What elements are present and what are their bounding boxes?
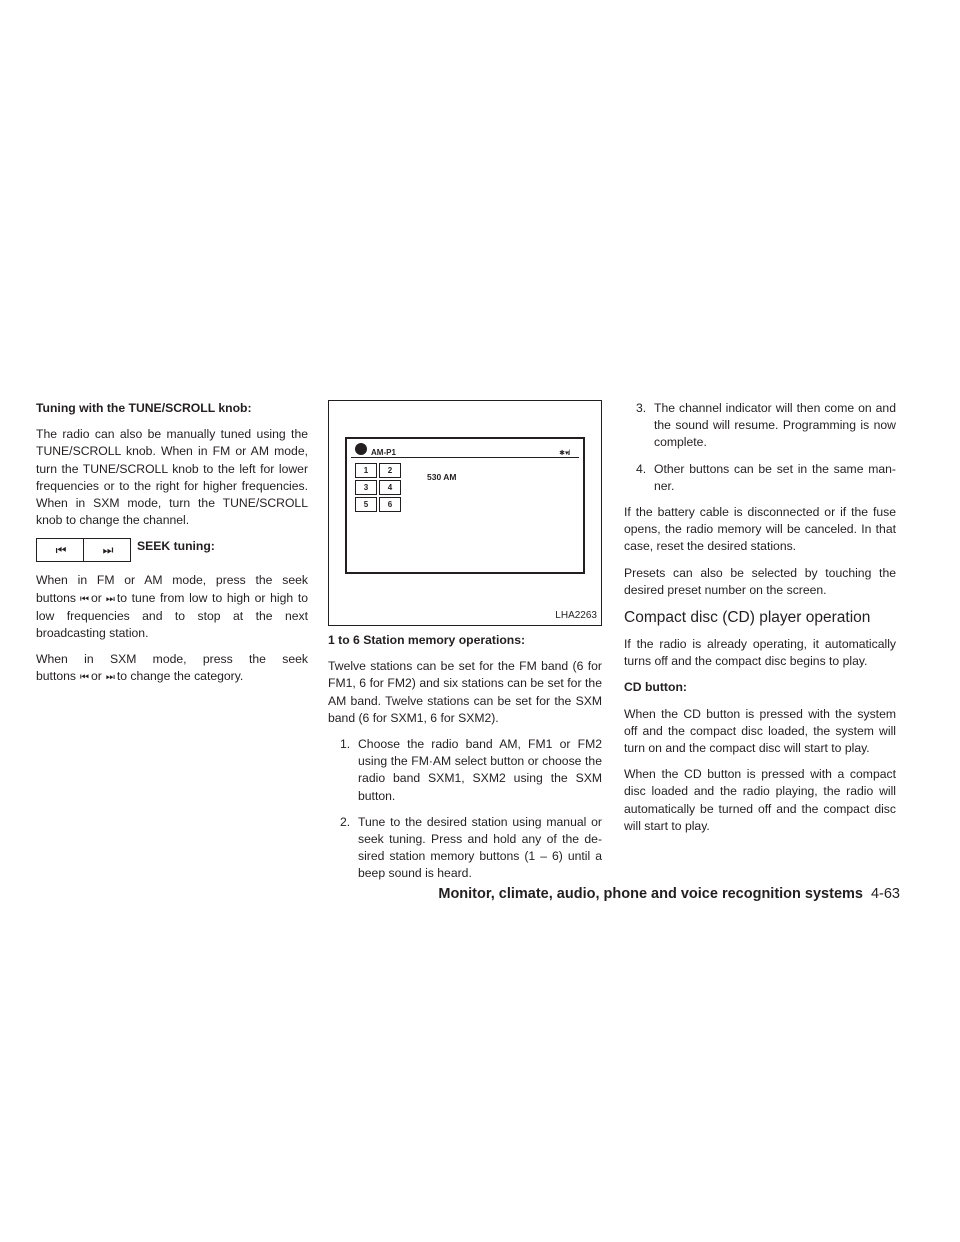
seek-tuning-label: SEEK tuning: <box>137 539 215 554</box>
radio-status-bar <box>351 443 579 458</box>
list-item <box>328 736 602 805</box>
seek-back-icon: ⏮ <box>36 538 84 562</box>
paragraph-cd-1: When the CD button is pressed with the system off and the compact disc loaded, the system will turn on and the compact disc will start to play. <box>624 706 896 756</box>
paragraph-seek-sxm <box>36 651 308 686</box>
paragraph-seek-fm-am <box>36 572 308 642</box>
seek-forward-inline-icon: ⏭ <box>105 593 113 605</box>
seek-fm-am-cont: or high to low frequencies and to stop at the next broadcasting station. <box>36 590 308 641</box>
figure-id: LHA2263 <box>555 609 597 621</box>
preset-button-5[interactable]: 5 <box>355 497 377 512</box>
frequency-readout: 530 AM <box>427 472 457 482</box>
memory-steps-list <box>328 736 602 883</box>
seek-back-inline-icon: ⏮ <box>79 593 87 605</box>
column-left <box>36 400 308 696</box>
seek-sxm-buttons-word: buttons <box>36 669 76 684</box>
page-footer <box>438 886 900 902</box>
seek-sxm-rest: to change the category. <box>116 669 244 684</box>
preset-button-4[interactable]: 4 <box>379 480 401 495</box>
list-item <box>328 814 602 883</box>
step-number: 3. <box>636 401 647 415</box>
seek-fm-am-rest: to tune from low to high <box>116 590 250 605</box>
memory-steps-list-cont <box>624 400 896 495</box>
list-item <box>624 400 896 452</box>
column-right <box>624 400 896 844</box>
preset-button-6[interactable]: 6 <box>379 497 401 512</box>
source-logo-icon <box>355 443 367 455</box>
paragraph-tune: The radio can also be manually tuned using the TUNE/SCROLL knob. When in FM or AM mode, turn the TUNE/SCROLL knob to the left for lower frequencies or to the right for higher frequencies. When in SXM mode, turn the TUNE/SCROLL knob to change the channel. <box>36 427 308 528</box>
step-number: 1. <box>340 737 351 752</box>
page-number: 4-63 <box>870 886 900 902</box>
step-text: Tune to the desired station using manual or seek tuning. Press and hold any of the de- sired station memory buttons (1 – 6) until a beep sound is heard. <box>358 814 602 881</box>
paragraph-battery: If the battery cable is disconnected or if the fuse opens, the radio memory will be canceled. In that case, reset the desired stations. <box>624 505 896 554</box>
seek-sxm-line1: When in SXM mode, press the seek <box>36 652 308 667</box>
seek-sxm-or-word: or <box>90 669 102 684</box>
radio-screen-figure <box>328 400 602 626</box>
heading-cd-operation: Compact disc (CD) player operation <box>624 609 871 627</box>
band-label: AM-P1 <box>371 448 396 457</box>
paragraph-memory: Twelve stations can be set for the FM band (6 for FM1, 6 for FM2) and six stations can be set for the AM band. Twelve stations can be set for the SXM band (6 for SXM1, 6 for SXM2). <box>328 659 602 725</box>
footer-section-title: Monitor, climate, audio, phone and voice recognition systems <box>438 886 863 902</box>
list-item <box>624 461 896 495</box>
radio-display <box>345 437 585 574</box>
seek-buttons-word: buttons <box>36 590 76 605</box>
seek-sxm-forward-inline-icon: ⏭ <box>105 672 113 684</box>
heading-cd-button: CD button: <box>624 680 687 695</box>
preset-button-3[interactable]: 3 <box>355 480 377 495</box>
signal-bluetooth-icon: ✱ ▾ıl <box>559 450 569 457</box>
paragraph-cd-2: When the CD button is pressed with a compact disc loaded and the radio playing, the radio will automatically be turned off and the compact disc will start to play. <box>624 767 896 833</box>
seek-tuning-row <box>36 538 308 562</box>
step-number: 2. <box>340 814 351 829</box>
heading-tune-scroll: Tuning with the TUNE/SCROLL knob: <box>36 401 252 415</box>
heading-station-memory: 1 to 6 Station memory operations: <box>328 633 526 647</box>
preset-button-1[interactable]: 1 <box>355 463 377 478</box>
preset-button-2[interactable]: 2 <box>379 463 401 478</box>
paragraph-presets: Presets can also be selected by touching the desired preset number on the screen. <box>624 565 896 597</box>
step-text: Choose the radio band AM, FM1 or FM2 using the FM·AM select button or choose the radio band SXM1, SXM2 using the SXM button. <box>358 737 602 803</box>
seek-or-word: or <box>90 590 102 605</box>
step-text: Other buttons can be set in the same man- ner. <box>654 461 896 493</box>
column-middle <box>328 400 602 892</box>
seek-sxm-back-inline-icon: ⏮ <box>79 672 87 684</box>
seek-forward-icon: ⏭ <box>84 538 131 562</box>
step-text: The channel indicator will then come on and the sound will resume. Programming is now complete. <box>654 401 896 450</box>
step-number: 4. <box>636 461 647 476</box>
seek-fm-am-line1: When in FM or AM mode, press the seek <box>36 573 308 588</box>
paragraph-cd-intro: If the radio is already operating, it automatically turns off and the compact disc begins to play. <box>624 637 896 669</box>
